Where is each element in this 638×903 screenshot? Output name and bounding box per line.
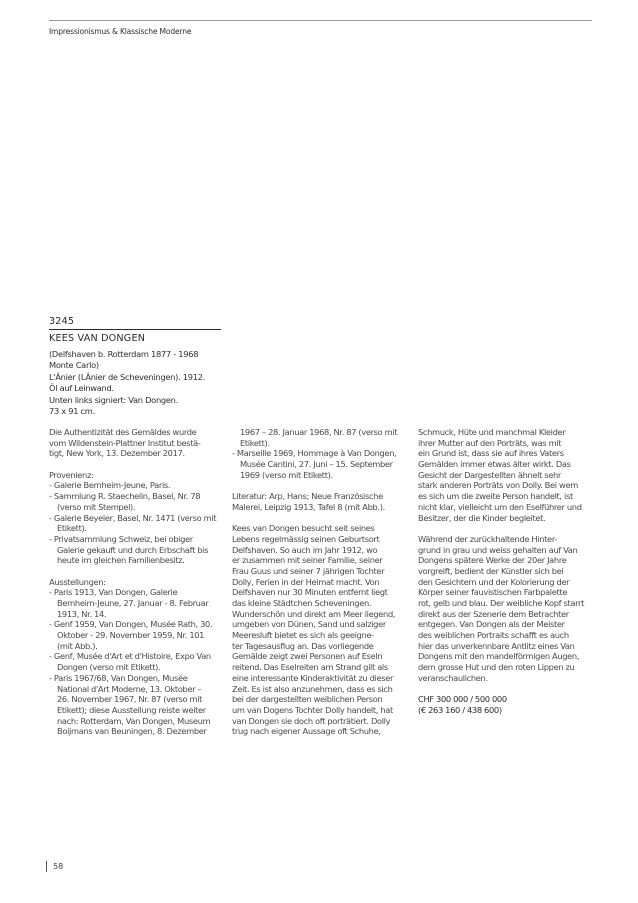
price-estimate-line: CHF 300 000 / 500 000 [418, 694, 507, 705]
text-line: tigt, New York, 13. Dezember 2017. [49, 448, 185, 459]
artwork-dimensions: 73 x 91 cm. [49, 406, 95, 417]
text-line: vorgreift, bedient der Künstler sich bei [418, 565, 564, 576]
text-line: direkt aus der Szenerie dem Betrachter [418, 608, 569, 619]
text-line: Galerie gekauft und durch Erbschaft bis [57, 544, 209, 555]
text-line: Dongens spätere Werke der 20er Jahre [418, 555, 567, 566]
text-line: heute im gleichen Familienbesitz. [57, 555, 185, 566]
text-line: - Genf 1959, Van Dongen, Musée Rath, 30. [49, 619, 213, 630]
artwork-signature: Unten links signiert: Van Dongen. [49, 394, 178, 405]
artist-life-dates-cont: Monte Carlo) [49, 360, 99, 371]
text-line: - Genf, Musée d'Art et d'Histoire, Expo Van [49, 651, 211, 662]
paragraph-gap [232, 480, 410, 491]
text-line: Zeit. Es ist also anzunehmen, dass es sich [232, 683, 393, 694]
text-line: 1913, Nr. 14. [57, 608, 107, 619]
text-line: - Privatsammlung Schweiz, bei obiger [49, 533, 193, 544]
text-line: Gemälden immer etwas älter wirkt. Das [418, 459, 571, 470]
text-line: Dongen (verso mit Etikett). [57, 662, 161, 673]
text-line: 1967 – 28. Januar 1968, Nr. 87 (verso mit [240, 427, 398, 437]
text-line: eine interessante Kinderaktivität zu dieser [232, 672, 394, 683]
text-line: Etikett); diese Ausstellung reiste weiter [57, 704, 206, 715]
lot-number: 3245 [49, 316, 75, 327]
text-line: - Galerie Bernheim-Jeune, Paris. [49, 480, 171, 491]
text-line: Malerei, Leipzig 1913, Tafel 8 (mit Abb.). [232, 501, 385, 512]
paragraph-gap [418, 684, 596, 695]
text-line: veranschaulichen. [418, 672, 488, 683]
paragraph-gap [418, 523, 596, 534]
text-line: Schmuck, Hüte und manchmal Kleider [418, 427, 566, 437]
text-line: - Sammlung R. Staechelin, Basel, Nr. 78 [49, 491, 201, 502]
text-line: umgeben von Dünen, Sand und salziger [232, 619, 386, 630]
text-line: das kleine Städtchen Scheveningen. [232, 598, 372, 608]
lot-details [49, 349, 229, 417]
paragraph-gap [49, 459, 227, 470]
paragraph-gap [232, 513, 410, 524]
text-line: Gemälde zeigt zwei Personen auf Eseln [232, 651, 383, 662]
text-line: Meeresluft bietet es sich als geeigne- [232, 630, 374, 641]
text-line: entgegen. Van Dongen als der Meister [418, 619, 565, 630]
text-line: Etikett). [57, 523, 87, 534]
text-line: Ausstellungen: [49, 576, 106, 587]
text-line: Kees van Dongen besucht seit seines [232, 523, 375, 534]
text-line: Dolly, Ferien in der Heimat macht. Von [232, 576, 380, 587]
text-line: Etikett). [240, 437, 270, 448]
text-line: reitend. Das Eselreiten am Strand gilt als [232, 662, 388, 673]
text-line: nach: Rotterdam, Van Dongen, Museum [57, 715, 211, 726]
footer-bar [46, 861, 47, 872]
top-rule [49, 20, 592, 21]
text-column-1 [49, 427, 227, 737]
text-line: des weiblichen Portraits schafft es auch [418, 630, 569, 641]
text-line: ein Grund ist, dass sie auf ihres Vaters [418, 448, 564, 459]
artist-life-dates: (Delfshaven b. Rotterdam 1877 - 1968 [49, 349, 199, 359]
artwork-medium: Öl auf Leinwand. [49, 383, 114, 394]
text-line: dem grosse Hut und den roten Lippen zu [418, 662, 575, 673]
artwork-title: L'Ânier (LÂnier de Scheveningen). 1912. [49, 371, 205, 382]
text-line: Provenienz: [49, 469, 94, 480]
artist-name: KEES VAN DONGEN [49, 333, 146, 344]
text-line: Körper seiner fauvistischen Farbpalette [418, 587, 568, 598]
text-line: - Paris 1913, Van Dongen, Galerie [49, 587, 178, 598]
text-line: Frau Guus und seiner 7 jährigen Tochter [232, 565, 385, 576]
text-line: - Galerie Beyeler, Basel, Nr. 1471 (verso mit [49, 512, 217, 523]
text-line: Musée Cantini, 27. Juni – 15. September [240, 459, 393, 470]
text-column-3 [418, 427, 596, 716]
text-line: stark anderen Porträts von Dolly. Bei wem [418, 480, 578, 491]
text-line: (verso mit Stempel). [57, 501, 136, 512]
text-line: Während der zurückhaltende Hinter- [418, 533, 557, 544]
text-line: er zusammen mit seiner Familie, seiner [232, 555, 383, 566]
text-line: (mit Abb.). [57, 640, 98, 651]
text-line: rot, gelb und blau. Der weibliche Kopf starrt [418, 598, 584, 608]
text-line: 26. November 1967, Nr. 87 (verso mit [57, 694, 203, 705]
text-line: Literatur: Arp, Hans; Neue Französische [232, 491, 383, 502]
text-line: bei der dargestellten weiblichen Person [232, 694, 383, 705]
text-line: 1969 (verso mit Etikett). [240, 469, 333, 480]
text-line: Die Authentizität des Gemäldes wurde [49, 427, 197, 437]
lot-rule [49, 329, 221, 330]
paragraph-gap [49, 566, 227, 577]
text-line: Wunderschön und direkt am Meer liegend, [232, 608, 396, 619]
text-line: - Paris 1967/68, Van Dongen, Musée [49, 672, 188, 683]
text-line: van Dongen sie doch oft porträtiert. Dolly [232, 715, 391, 726]
text-line: Gesicht der Dargestellten ähnelt sehr [418, 469, 561, 480]
text-line: ter Tagesausflug an. Das vorliegende [232, 640, 374, 651]
text-line: Dongens mit den mandelförmigen Augen, [418, 651, 580, 662]
text-line: Lebens regelmässig seinen Geburtsort [232, 533, 380, 544]
text-line: ihrer Mutter auf den Porträts, was mit [418, 437, 562, 448]
text-line: grund in grau und weiss gehalten auf Van [418, 544, 578, 555]
text-line: Besitzer, der die Kinder begleitet. [418, 512, 546, 523]
text-line: nicht klar, vielleicht um den Eselführer und [418, 501, 582, 512]
text-line: Delfshaven nur 30 Minuten entfernt liegt [232, 587, 388, 598]
text-line: hier das unverkennbare Antlitz eines Van [418, 640, 575, 651]
text-line: Oktober - 29. November 1959, Nr. 101 [57, 630, 205, 641]
text-line: um van Dogens Tochter Dolly handelt, hat [232, 704, 393, 715]
text-line: National d'Art Moderne, 13. Oktober – [57, 683, 202, 694]
text-line: Boijmans van Beuningen, 8. Dezember [57, 726, 207, 737]
text-line: - Marseille 1969, Hommage à Van Dongen, [232, 448, 397, 459]
price-estimate-line: (€ 263 160 / 438 600) [418, 704, 502, 715]
text-line: vom Wildenstein-Plattner Institut bestä- [49, 437, 201, 448]
text-line: es sich um die zweite Person handelt, ist [418, 491, 573, 502]
text-line: Delfshaven. So auch im Jahr 1912, wo [232, 544, 378, 555]
page-number: 58 [53, 862, 64, 871]
text-column-2 [232, 427, 410, 737]
running-head: Impressionismus & Klassische Moderne [49, 27, 192, 36]
text-line: trug nach eigener Aussage oft Schuhe, [232, 726, 381, 737]
text-line: den Gesichtern und der Kolorierung der [418, 576, 570, 587]
text-line: Bernheim-Jeune, 27. Januar - 8. Februar [57, 598, 209, 608]
